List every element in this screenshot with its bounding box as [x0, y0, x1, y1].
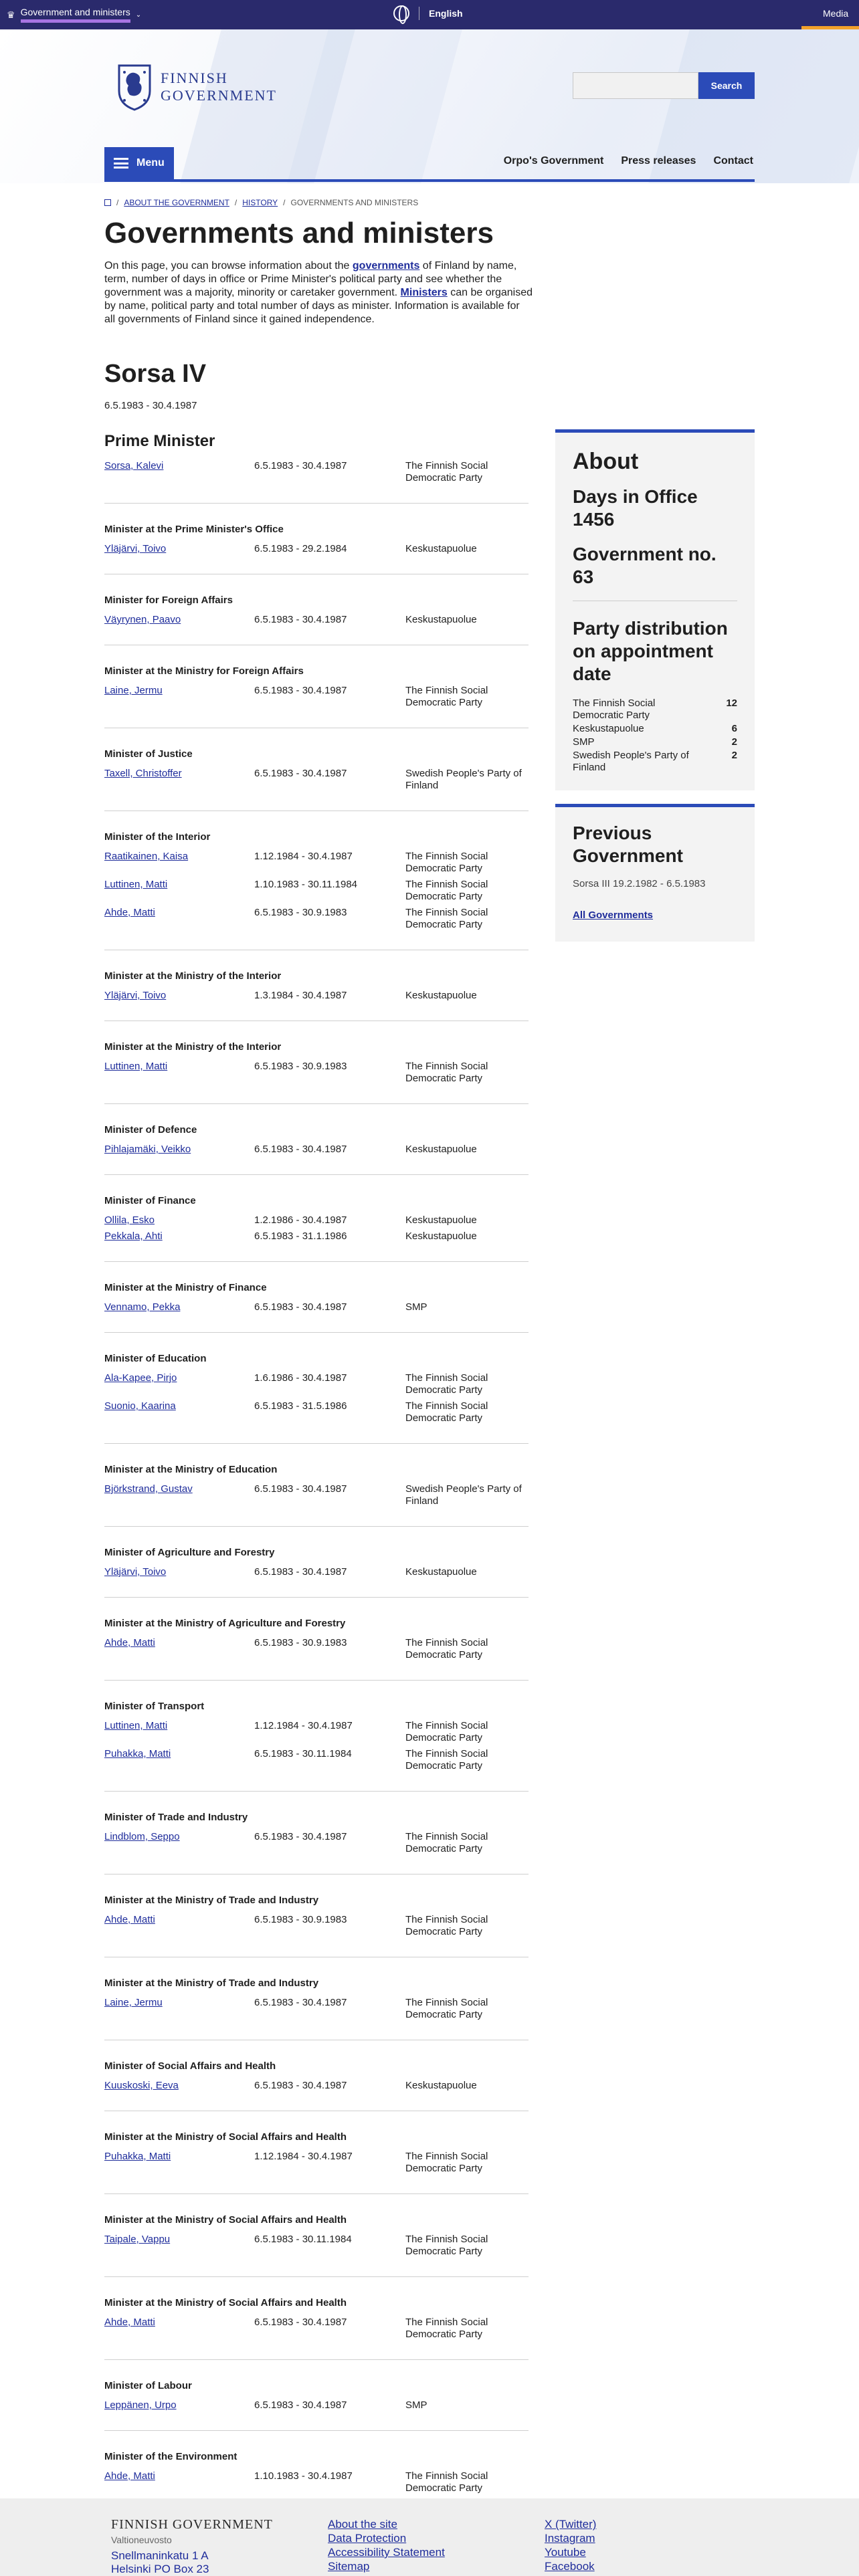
minister-party: The Finnish Social Democratic Party: [405, 1720, 488, 1743]
minister-section: [104, 1812, 529, 1874]
section-title: Minister of Labour: [104, 2380, 192, 2391]
minister-row: [104, 1214, 529, 1226]
minister-section: [104, 1618, 529, 1681]
minister-party: The Finnish Social Democratic Party: [405, 2151, 488, 2174]
social-link-youtube[interactable]: Youtube: [545, 2546, 586, 2559]
about-title: About: [573, 449, 639, 474]
breadcrumb-about[interactable]: ABOUT THE GOVERNMENT: [124, 198, 229, 207]
minister-party: The Finnish Social Democratic Party: [405, 1914, 488, 1937]
minister-name[interactable]: Puhakka, Matti: [104, 2151, 171, 2162]
section-title: Minister of Finance: [104, 1195, 196, 1206]
minister-row: [104, 460, 529, 484]
previous-government-title: Previous Government: [573, 823, 683, 866]
minister-name[interactable]: Pihlajamäki, Veikko: [104, 1144, 191, 1155]
lion-icon: ♛: [7, 9, 15, 20]
minister-party: The Finnish Social Democratic Party: [405, 2470, 488, 2494]
footer-address-line1: Snellmaninkatu 1 A: [111, 2549, 209, 2562]
minister-section: [104, 2297, 529, 2360]
minister-name[interactable]: Sorsa, Kalevi: [104, 460, 164, 471]
footer-link-about[interactable]: About the site: [328, 2518, 397, 2531]
about-box: [555, 429, 755, 790]
section-title: Minister of Transport: [104, 1701, 205, 1712]
minister-row: [104, 1144, 529, 1156]
menu-button[interactable]: [104, 147, 174, 179]
minister-name[interactable]: Björkstrand, Gustav: [104, 1483, 193, 1495]
party-row: [573, 723, 737, 735]
minister-period: 6.5.1983 - 30.4.1987: [254, 1997, 347, 2008]
minister-name[interactable]: Yläjärvi, Toivo: [104, 543, 167, 554]
government-name: Sorsa IV: [104, 360, 207, 388]
minister-row: [104, 1637, 529, 1661]
minister-period: 6.5.1983 - 31.1.1986: [254, 1230, 347, 1242]
all-governments-link[interactable]: All Governments: [573, 909, 654, 921]
minister-name[interactable]: Ahde, Matti: [104, 1637, 155, 1648]
minister-party: The Finnish Social Democratic Party: [405, 1748, 488, 1772]
intro-part2: of Finland by name, term, number of days in office or Prime Minister's political party and see whether the government was a majority, minority or caretaker government.: [104, 260, 517, 298]
minister-name[interactable]: Vennamo, Pekka: [104, 1301, 181, 1313]
coat-of-arms-icon: [116, 63, 153, 111]
section-title: Minister of Social Affairs and Health: [104, 2060, 276, 2072]
intro-part3: can be organised by name, political party and total number of days as minister. Information is available for all governments of Finland since it gained independence.: [104, 287, 533, 325]
minister-row: [104, 1831, 529, 1855]
search-input[interactable]: [573, 72, 698, 99]
minister-row: [104, 990, 529, 1002]
minister-name[interactable]: Lindblom, Seppo: [104, 1831, 180, 1842]
minister-section: [104, 2214, 529, 2277]
minister-period: 6.5.1983 - 30.4.1987: [254, 1144, 347, 1155]
minister-party: The Finnish Social Democratic Party: [405, 460, 488, 484]
top-bar: [0, 0, 859, 29]
section-title: Minister at the Ministry of Finance: [104, 1282, 267, 1293]
minister-name[interactable]: Taipale, Vappu: [104, 2234, 171, 2245]
minister-period: 6.5.1983 - 30.4.1987: [254, 1301, 347, 1313]
menu-label: Menu: [136, 157, 165, 169]
minister-period: 1.12.1984 - 30.4.1987: [254, 851, 353, 862]
section-title: Minister at the Ministry of Social Affairs and Health: [104, 2214, 347, 2226]
minister-party: The Finnish Social Democratic Party: [405, 851, 488, 874]
social-link-facebook[interactable]: Facebook: [545, 2560, 595, 2573]
minister-name[interactable]: Ala-Kapee, Pirjo: [104, 1372, 177, 1384]
minister-period: 6.5.1983 - 30.4.1987: [254, 1831, 347, 1842]
party-row: [573, 750, 737, 774]
minister-name[interactable]: Leppänen, Urpo: [104, 2399, 177, 2411]
section-title: Minister of Agriculture and Forestry: [104, 1547, 275, 1558]
party-distribution-title: Party distribution on appointment date: [573, 618, 728, 684]
minister-row: [104, 1720, 529, 1744]
minister-name[interactable]: Yläjärvi, Toivo: [104, 1566, 167, 1578]
prime-minister-section: [104, 432, 529, 504]
nav-orpos-government[interactable]: Orpo's Government: [503, 155, 604, 167]
minister-name[interactable]: Kuuskoski, Eeva: [104, 2080, 179, 2091]
section-title: Minister at the Ministry of the Interior: [104, 1041, 282, 1053]
site-name[interactable]: Government and ministers: [21, 7, 130, 23]
minister-party: The Finnish Social Democratic Party: [405, 2234, 488, 2257]
minister-name[interactable]: Ahde, Matti: [104, 1914, 155, 1925]
minister-name[interactable]: Taxell, Christoffer: [104, 768, 182, 779]
party-row: [573, 697, 737, 722]
site-logo[interactable]: [116, 63, 277, 111]
minister-name[interactable]: Ahde, Matti: [104, 2470, 155, 2482]
nav-press-releases[interactable]: Press releases: [621, 155, 696, 167]
minister-period: 6.5.1983 - 30.9.1983: [254, 907, 347, 918]
site-switcher[interactable]: [7, 7, 141, 23]
party-name: The Finnish Social Democratic Party: [573, 697, 656, 721]
minister-row: [104, 1372, 529, 1396]
minister-name[interactable]: Puhakka, Matti: [104, 1748, 171, 1759]
nav-contact[interactable]: Contact: [713, 155, 753, 167]
minister-party: Keskustapuolue: [405, 990, 477, 1001]
section-title: Minister at the Ministry of Trade and Industry: [104, 1895, 319, 1906]
section-title: Minister of Justice: [104, 748, 193, 760]
search-button[interactable]: Search: [698, 72, 755, 99]
minister-section: [104, 1282, 529, 1333]
footer-link-accessibility[interactable]: Accessibility Statement: [328, 2546, 445, 2559]
minister-period: 1.3.1984 - 30.4.1987: [254, 990, 347, 1001]
intro-part1: On this page, you can browse information about the: [104, 260, 353, 272]
minister-period: 6.5.1983 - 30.4.1987: [254, 1566, 347, 1578]
minister-party: SMP: [405, 1301, 427, 1313]
page-title: Governments and ministers: [104, 217, 494, 249]
section-title: Minister of the Environment: [104, 2451, 237, 2462]
minister-row: [104, 2470, 529, 2494]
minister-name[interactable]: Yläjärvi, Toivo: [104, 990, 167, 1001]
minister-row: [104, 1061, 529, 1085]
minister-section: [104, 970, 529, 1021]
search-form: [573, 72, 755, 99]
minister-period: 1.6.1986 - 30.4.1987: [254, 1372, 347, 1384]
minister-row: [104, 685, 529, 709]
minister-row: [104, 2080, 529, 2092]
breadcrumb-history[interactable]: HISTORY: [242, 198, 278, 207]
minister-period: 6.5.1983 - 31.5.1986: [254, 1400, 347, 1412]
party-count: 6: [731, 723, 737, 734]
minister-section: [104, 2060, 529, 2111]
section-title: Minister of Trade and Industry: [104, 1812, 248, 1823]
section-title: Minister at the Ministry of Trade and Industry: [104, 1977, 319, 1989]
minister-period: 6.5.1983 - 30.11.1984: [254, 2234, 352, 2245]
logo-line1: FINNISH: [161, 70, 228, 86]
party-distribution-list: [573, 697, 737, 774]
minister-party: The Finnish Social Democratic Party: [405, 1400, 488, 1424]
footer-link-data-protection[interactable]: Data Protection: [328, 2532, 407, 2545]
previous-government-text: Sorsa III 19.2.1982 - 6.5.1983: [573, 878, 706, 889]
minister-row: [104, 1301, 529, 1313]
previous-government-box: [555, 804, 755, 942]
breadcrumb-separator: /: [234, 198, 237, 207]
minister-name[interactable]: Ahde, Matti: [104, 2317, 155, 2328]
minister-row: [104, 1400, 529, 1424]
minister-party: Keskustapuolue: [405, 543, 477, 554]
minister-section: [104, 2131, 529, 2194]
minister-party: Keskustapuolue: [405, 1566, 477, 1578]
days-in-office: Days in Office 1456: [573, 486, 698, 530]
section-title: Minister at the Ministry for Foreign Affairs: [104, 665, 304, 677]
minister-name[interactable]: Ahde, Matti: [104, 907, 155, 918]
minister-name[interactable]: Suonio, Kaarina: [104, 1400, 176, 1412]
minister-period: 1.10.1983 - 30.11.1984: [254, 879, 358, 890]
breadcrumb-separator: /: [116, 198, 119, 207]
minister-party: SMP: [405, 2399, 427, 2411]
minister-row: [104, 2399, 529, 2411]
section-title: Minister at the Ministry of Education: [104, 1464, 278, 1475]
party-count: 2: [731, 750, 737, 761]
minister-row: [104, 614, 529, 626]
minister-section: [104, 1353, 529, 1444]
minister-party: The Finnish Social Democratic Party: [405, 907, 488, 930]
minister-name[interactable]: Raatikainen, Kaisa: [104, 851, 189, 862]
minister-section: [104, 831, 529, 950]
minister-row: [104, 1566, 529, 1578]
minister-period: 1.12.1984 - 30.4.1987: [254, 1720, 353, 1731]
minister-period: 6.5.1983 - 30.9.1983: [254, 1914, 347, 1925]
party-name: SMP: [573, 736, 595, 748]
section-title: Minister at the Prime Minister's Office: [104, 524, 284, 535]
minister-name[interactable]: Laine, Jermu: [104, 685, 163, 696]
minister-name[interactable]: Luttinen, Matti: [104, 1720, 168, 1731]
home-icon[interactable]: [104, 199, 111, 206]
footer-subtitle: Valtioneuvosto: [111, 2535, 172, 2545]
minister-name[interactable]: Laine, Jermu: [104, 1997, 163, 2008]
minister-party: The Finnish Social Democratic Party: [405, 685, 488, 708]
government-dates: 6.5.1983 - 30.4.1987: [104, 400, 197, 411]
section-title: Minister of Education: [104, 1353, 207, 1364]
minister-party: The Finnish Social Democratic Party: [405, 1372, 488, 1396]
minister-row: [104, 1230, 529, 1243]
footer-address-line2: Helsinki PO Box 23: [111, 2563, 209, 2575]
section-title: Minister at the Ministry of Agriculture and Forestry: [104, 1618, 346, 1629]
minister-party: Swedish People's Party of Finland: [405, 1483, 522, 1507]
party-name: Keskustapuolue: [573, 723, 644, 734]
breadcrumb-current: GOVERNMENTS AND MINISTERS: [290, 198, 419, 207]
minister-period: 1.2.1986 - 30.4.1987: [254, 1214, 347, 1226]
footer: [0, 2498, 859, 2576]
minister-section: [104, 748, 529, 811]
header-divider: [104, 179, 755, 182]
minister-section: [104, 1041, 529, 1104]
chevron-down-icon: ⌄: [135, 11, 142, 19]
minister-period: 6.5.1983 - 30.4.1987: [254, 768, 347, 779]
minister-party: The Finnish Social Democratic Party: [405, 1637, 488, 1660]
minister-period: 1.10.1983 - 30.4.1987: [254, 2470, 353, 2482]
minister-row: [104, 1748, 529, 1772]
party-count: 12: [726, 697, 737, 709]
minister-section: [104, 1977, 529, 2040]
breadcrumb: [104, 198, 418, 207]
minister-party: Keskustapuolue: [405, 1230, 477, 1242]
minister-row: [104, 907, 529, 931]
minister-period: 6.5.1983 - 30.4.1987: [254, 2399, 347, 2411]
section-title: Minister at the Ministry of the Interior: [104, 970, 282, 982]
language-selector[interactable]: [393, 5, 463, 21]
ministers-list: [104, 432, 529, 2534]
section-title: Minister for Foreign Affairs: [104, 595, 233, 606]
minister-name[interactable]: Luttinen, Matti: [104, 1061, 168, 1072]
minister-period: 6.5.1983 - 30.4.1987: [254, 2317, 347, 2328]
globe-icon: [393, 5, 409, 21]
minister-section: [104, 524, 529, 574]
logo-line2: GOVERNMENT: [161, 87, 277, 104]
minister-section: [104, 1701, 529, 1792]
social-link-x[interactable]: X (Twitter): [545, 2518, 597, 2531]
minister-row: [104, 2317, 529, 2341]
minister-period: 6.5.1983 - 30.4.1987: [254, 1483, 347, 1495]
minister-party: Keskustapuolue: [405, 1144, 477, 1155]
logo-text: [161, 70, 277, 104]
footer-links: [328, 2517, 445, 2573]
hamburger-icon: [114, 158, 128, 169]
minister-section: [104, 1464, 529, 1527]
social-link-instagram[interactable]: Instagram: [545, 2532, 595, 2545]
government-number: Government no. 63: [573, 544, 717, 587]
minister-row: [104, 768, 529, 792]
minister-name[interactable]: Väyrynen, Paavo: [104, 614, 181, 625]
minister-name[interactable]: Pekkala, Ahti: [104, 1230, 163, 1242]
section-title: Minister at the Ministry of Social Affairs and Health: [104, 2131, 347, 2143]
footer-social: [545, 2517, 596, 2573]
minister-row: [104, 851, 529, 875]
minister-period: 6.5.1983 - 30.4.1987: [254, 2080, 347, 2091]
minister-name[interactable]: Luttinen, Matti: [104, 879, 168, 890]
minister-row: [104, 1914, 529, 1938]
minister-row: [104, 879, 529, 903]
minister-section: [104, 1895, 529, 1957]
top-navigation: [504, 155, 753, 167]
minister-party: Keskustapuolue: [405, 614, 477, 625]
minister-section: [104, 595, 529, 645]
minister-row: [104, 1997, 529, 2021]
minister-row: [104, 2234, 529, 2258]
minister-period: 6.5.1983 - 30.4.1987: [254, 460, 347, 471]
header: [0, 29, 859, 183]
minister-name[interactable]: Ollila, Esko: [104, 1214, 155, 1226]
minister-party: The Finnish Social Democratic Party: [405, 1061, 488, 1084]
minister-party: Keskustapuolue: [405, 1214, 477, 1226]
media-link[interactable]: [801, 0, 859, 29]
intro-text: [104, 259, 533, 326]
minister-section: [104, 1547, 529, 1598]
minister-period: 1.12.1984 - 30.4.1987: [254, 2151, 353, 2162]
minister-period: 6.5.1983 - 30.4.1987: [254, 614, 347, 625]
minister-party: Keskustapuolue: [405, 2080, 477, 2091]
minister-period: 6.5.1983 - 30.9.1983: [254, 1637, 347, 1648]
section-title: Minister of Defence: [104, 1124, 197, 1136]
footer-brand: FINNISH GOVERNMENT: [111, 2517, 273, 2532]
minister-party: The Finnish Social Democratic Party: [405, 1997, 488, 2020]
minister-party: The Finnish Social Democratic Party: [405, 2317, 488, 2340]
minister-party: The Finnish Social Democratic Party: [405, 1831, 488, 1854]
party-name: Swedish People's Party of Finland: [573, 750, 689, 773]
section-title: Minister at the Ministry of Social Affairs and Health: [104, 2297, 347, 2309]
governments-link[interactable]: governments: [352, 260, 420, 272]
media-label[interactable]: Media: [823, 8, 849, 19]
minister-section: [104, 1195, 529, 1262]
footer-link-sitemap[interactable]: Sitemap: [328, 2560, 370, 2573]
minister-party: Swedish People's Party of Finland: [405, 768, 522, 791]
breadcrumb-separator: /: [283, 198, 286, 207]
language-label[interactable]: English: [429, 8, 463, 19]
minister-period: 6.5.1983 - 30.9.1983: [254, 1061, 347, 1072]
party-row: [573, 736, 737, 748]
party-count: 2: [731, 736, 737, 748]
minister-party: The Finnish Social Democratic Party: [405, 879, 488, 902]
minister-section: [104, 665, 529, 728]
minister-row: [104, 543, 529, 555]
minister-period: 6.5.1983 - 30.4.1987: [254, 685, 347, 696]
minister-period: 6.5.1983 - 30.11.1984: [254, 1748, 352, 1759]
minister-section: [104, 1124, 529, 1175]
minister-period: 6.5.1983 - 29.2.1984: [254, 543, 347, 554]
minister-section: [104, 2380, 529, 2431]
minister-row: [104, 2151, 529, 2175]
ministers-link[interactable]: Ministers: [400, 287, 448, 298]
prime-minister-title: Prime Minister: [104, 432, 215, 450]
minister-row: [104, 1483, 529, 1507]
section-title: Minister of the Interior: [104, 831, 211, 843]
